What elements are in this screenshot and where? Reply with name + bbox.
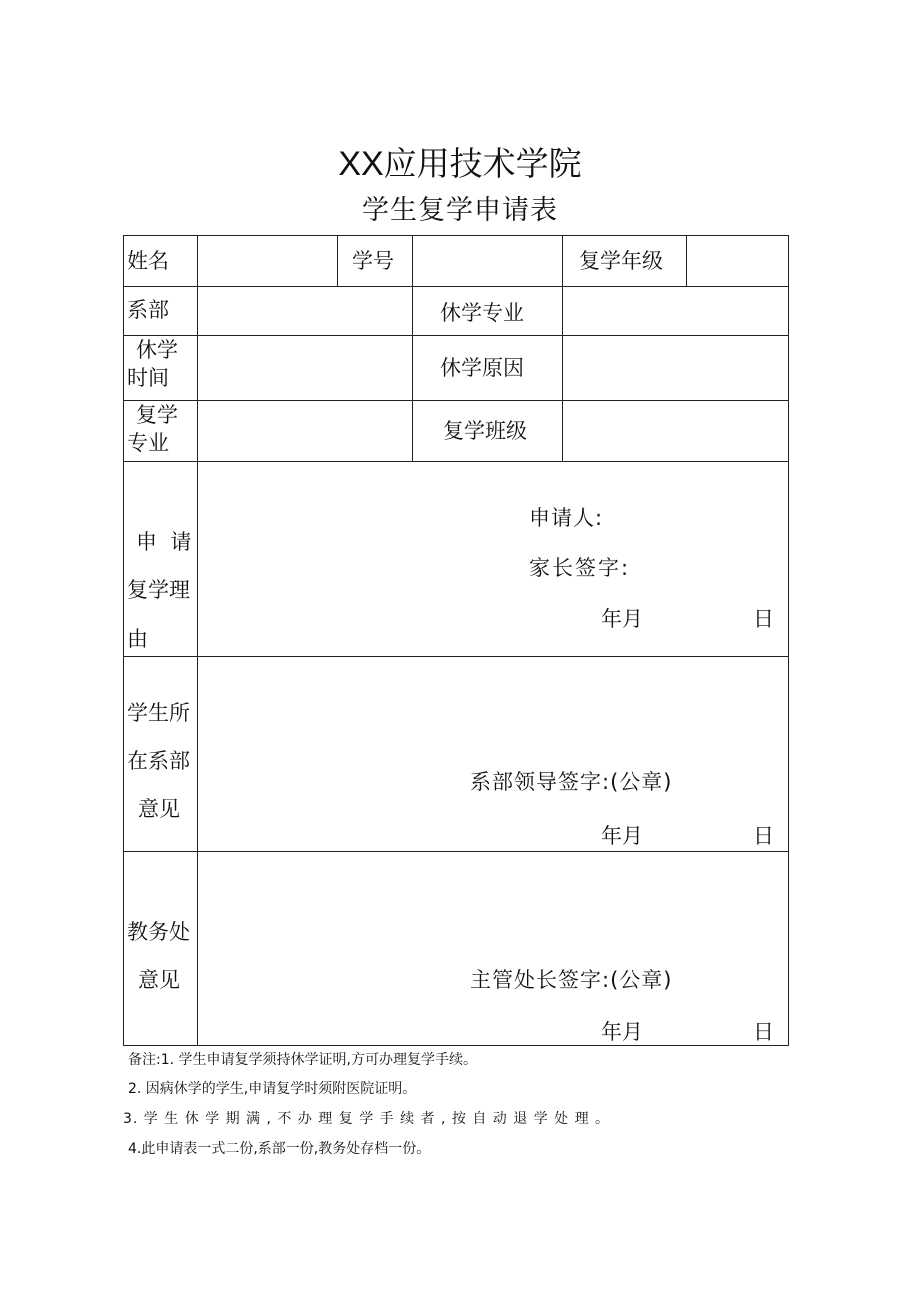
return-major-label-line1: 复学 bbox=[136, 403, 178, 427]
academic-affairs-label-line2: 意见 bbox=[138, 968, 180, 992]
affairs-date-day: 日 bbox=[753, 1020, 774, 1044]
note-1: 备注:1. 学生申请复学须持休学证明,方可办理复学手续。 bbox=[128, 1052, 477, 1068]
name-field[interactable] bbox=[198, 236, 337, 286]
column-divider bbox=[337, 236, 338, 286]
return-class-label: 复学班级 bbox=[443, 419, 527, 443]
parent-sign-label: 家长签字: bbox=[529, 556, 631, 580]
department-label: 系部 bbox=[127, 298, 169, 322]
suspension-reason-field[interactable] bbox=[563, 336, 788, 400]
note-3: 3. 学 生 休 学 期 满 , 不 办 理 复 学 手 续 者 , 按 自 动 退 学 处 理 。 bbox=[123, 1111, 611, 1127]
academic-affairs-opinion-field[interactable] bbox=[198, 852, 788, 1045]
college-title-rest: 应用技术学院 bbox=[383, 144, 582, 183]
reason-date-year-month: 年月 bbox=[601, 607, 643, 631]
return-major-field[interactable] bbox=[198, 401, 412, 461]
student-id-field[interactable] bbox=[413, 236, 562, 286]
suspension-time-label-line2: 时间 bbox=[127, 366, 169, 390]
college-title bbox=[0, 138, 920, 185]
return-major-label-line2: 专业 bbox=[127, 431, 169, 455]
dept-opinion-label-line1: 学生所 bbox=[127, 701, 190, 725]
suspension-reason-label: 休学原因 bbox=[440, 356, 524, 380]
return-class-field[interactable] bbox=[563, 401, 788, 461]
name-label: 姓名 bbox=[127, 249, 169, 273]
note-2: 2. 因病休学的学生,申请复学时须附医院证明。 bbox=[128, 1081, 417, 1097]
suspended-major-field[interactable] bbox=[563, 287, 788, 335]
reason-date-day: 日 bbox=[753, 607, 774, 631]
return-grade-field[interactable] bbox=[687, 236, 788, 286]
reason-label-line3: 由 bbox=[127, 627, 148, 651]
suspended-major-label: 休学专业 bbox=[440, 301, 524, 325]
note-4: 4.此申请表一式二份,系部一份,教务处存档一份。 bbox=[128, 1141, 431, 1157]
reason-label-line2: 复学理 bbox=[127, 578, 190, 602]
student-id-label: 学号 bbox=[352, 249, 394, 273]
dept-date-year-month: 年月 bbox=[601, 824, 643, 848]
applicant-label: 申请人: bbox=[529, 506, 604, 530]
dept-opinion-label-line3: 意见 bbox=[138, 797, 180, 821]
dept-opinion-label-line2: 在系部 bbox=[127, 749, 190, 773]
reason-field[interactable] bbox=[198, 462, 788, 656]
suspension-time-label-line1: 休学 bbox=[136, 338, 178, 362]
dept-opinion-field[interactable] bbox=[198, 657, 788, 851]
director-sign-label: 主管处长签字:(公章) bbox=[470, 968, 673, 992]
affairs-date-year-month: 年月 bbox=[601, 1020, 643, 1044]
reason-label-line1: 申 请 bbox=[136, 530, 192, 554]
academic-affairs-label-line1: 教务处 bbox=[127, 920, 190, 944]
college-title-prefix: XX bbox=[338, 145, 384, 183]
application-form-table bbox=[123, 235, 789, 1046]
dept-date-day: 日 bbox=[753, 824, 774, 848]
form-title: 学生复学申请表 bbox=[362, 195, 558, 226]
suspension-time-field[interactable] bbox=[198, 336, 412, 400]
dept-leader-sign-label: 系部领导签字:(公章) bbox=[470, 770, 673, 794]
return-grade-label: 复学年级 bbox=[579, 249, 663, 273]
department-field[interactable] bbox=[198, 287, 412, 335]
